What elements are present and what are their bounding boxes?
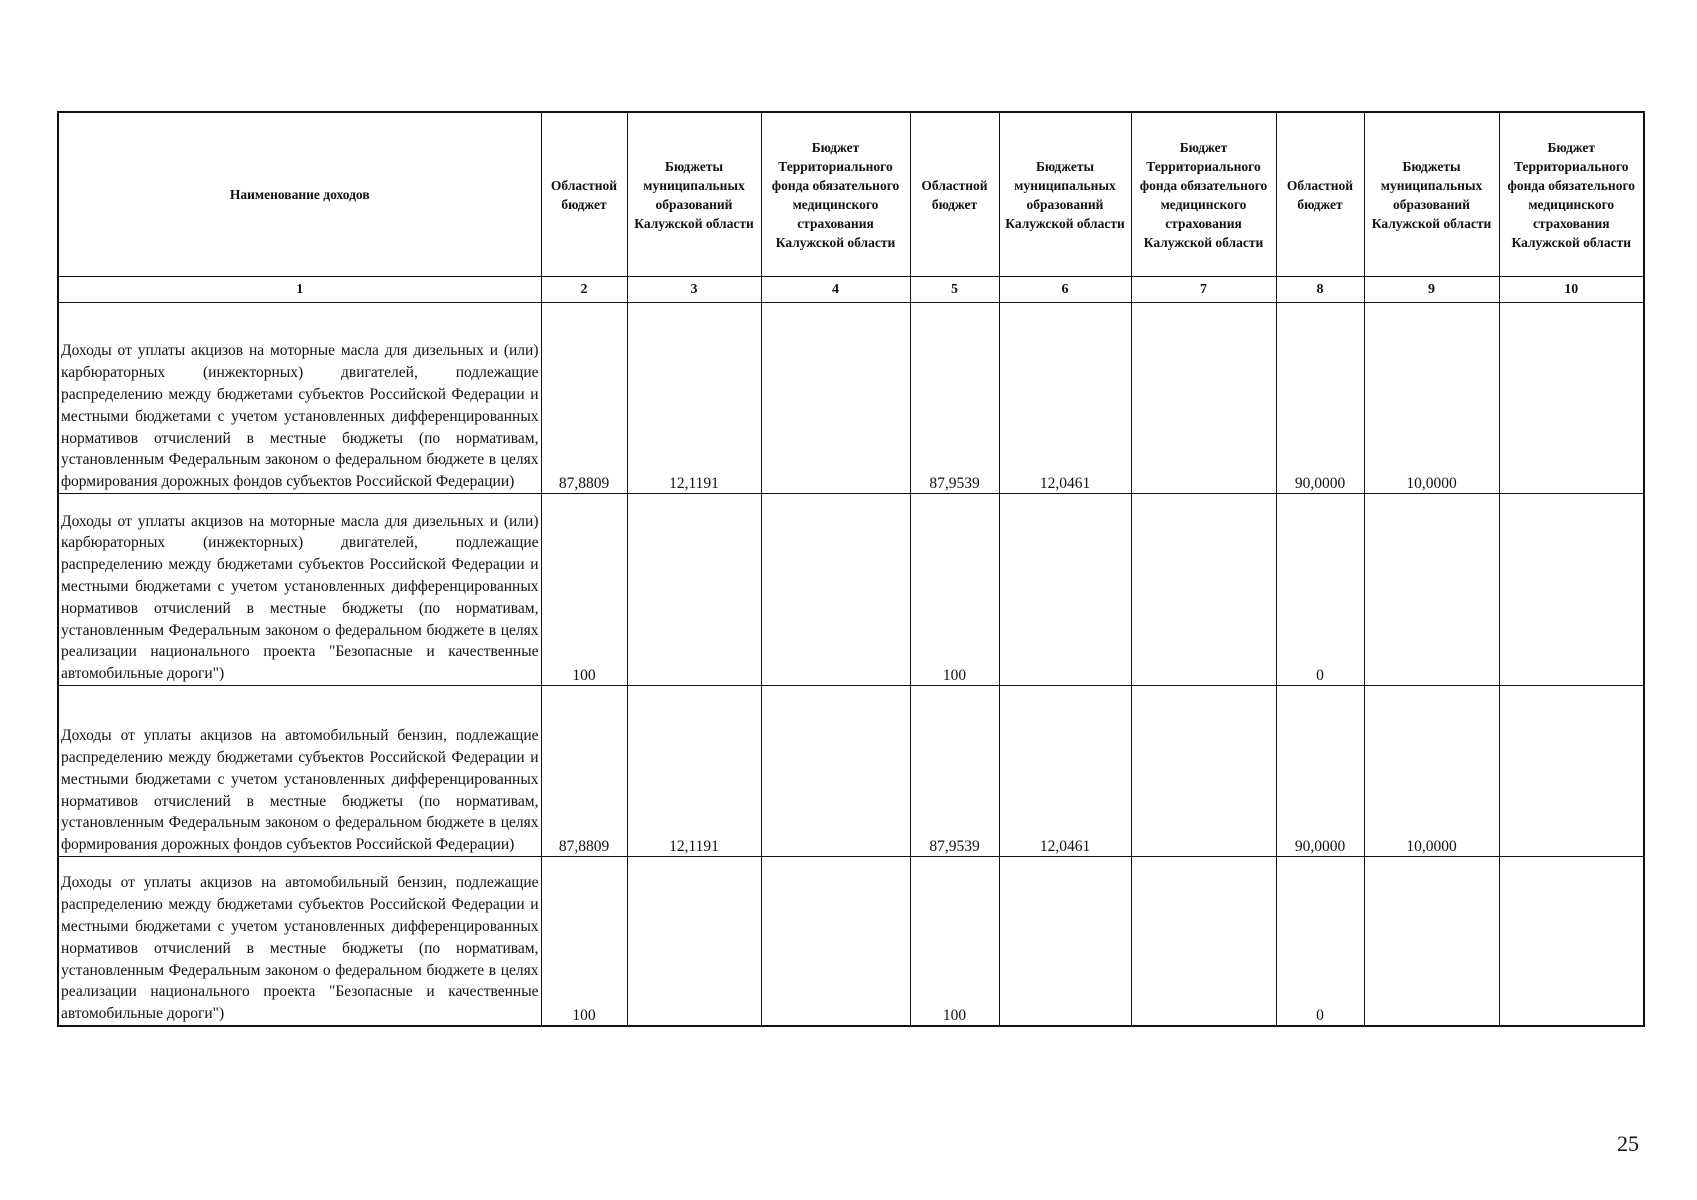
rate-cell: 90,0000 (1276, 303, 1364, 494)
column-number: 10 (1499, 277, 1644, 303)
rate-cell (1131, 686, 1276, 857)
table-row (58, 857, 1644, 1027)
header-cell: Бюджет Территориального фонда обязательного медицинского страхования Калужской области (1131, 112, 1276, 277)
header-cell: Бюджет Территориального фонда обязательного медицинского страхования Калужской области (1499, 112, 1644, 277)
header-row (58, 112, 1644, 277)
rate-cell (1131, 494, 1276, 686)
rate-cell (1499, 303, 1644, 494)
rate-cell (999, 494, 1131, 686)
header-cell: Областной бюджет (910, 112, 999, 277)
table-row (58, 686, 1644, 857)
rate-cell: 87,9539 (910, 686, 999, 857)
rate-cell (1499, 686, 1644, 857)
table-row (58, 303, 1644, 494)
column-number: 9 (1364, 277, 1499, 303)
rate-cell (999, 857, 1131, 1027)
column-number: 6 (999, 277, 1131, 303)
rate-cell: 100 (910, 857, 999, 1027)
rate-cell (1131, 857, 1276, 1027)
rate-cell (1499, 494, 1644, 686)
column-number: 1 (58, 277, 541, 303)
header-cell: Наименование доходов (58, 112, 541, 277)
rate-cell (627, 494, 761, 686)
rate-cell: 0 (1276, 857, 1364, 1027)
revenue-name-cell: Доходы от уплаты акцизов на автомобильный бензин, подлежащие распределению между бюджетами субъектов Российской Федерации и местными бюджетами с учетом установленных дифференцированных нормативов отчислений в местные бюджеты (по нормативам, установленным Федеральным законом о федеральном бюджете в целях реализации национального проекта "Безопасные и качественные автомобильные дороги") (58, 857, 541, 1027)
revenue-name-cell: Доходы от уплаты акцизов на моторные масла для дизельных и (или) карбюраторных (инжекторных) двигателей, подлежащие распределению между бюджетами субъектов Российской Федерации и местными бюджетами с учетом установленных дифференцированных нормативов отчислений в местные бюджеты (по нормативам, установленным Федеральным законом о федеральном бюджете в целях формирования дорожных фондов субъектов Российской Федерации) (58, 303, 541, 494)
rate-cell: 87,9539 (910, 303, 999, 494)
header-cell: Областной бюджет (541, 112, 627, 277)
rate-cell (761, 857, 910, 1027)
rate-cell: 0 (1276, 494, 1364, 686)
table-row (58, 494, 1644, 686)
rate-cell: 12,0461 (999, 303, 1131, 494)
page-number: 25 (1617, 1131, 1639, 1156)
rate-cell: 87,8809 (541, 686, 627, 857)
rate-cell: 87,8809 (541, 303, 627, 494)
rate-cell: 90,0000 (1276, 686, 1364, 857)
rate-cell (1499, 857, 1644, 1027)
header-cell: Бюджет Территориального фонда обязательного медицинского страхования Калужской области (761, 112, 910, 277)
revenue-name-cell: Доходы от уплаты акцизов на автомобильный бензин, подлежащие распределению между бюджетами субъектов Российской Федерации и местными бюджетами с учетом установленных дифференцированных нормативов отчислений в местные бюджеты (по нормативам, установленным Федеральным законом о федеральном бюджете в целях формирования дорожных фондов субъектов Российской Федерации) (58, 686, 541, 857)
rate-cell: 10,0000 (1364, 686, 1499, 857)
rate-cell: 100 (910, 494, 999, 686)
rate-cell: 10,0000 (1364, 303, 1499, 494)
rate-cell (1364, 857, 1499, 1027)
header-cell: Бюджеты муниципальных образований Калужской области (1364, 112, 1499, 277)
rate-cell (761, 303, 910, 494)
column-number-row (58, 277, 1644, 303)
column-number: 7 (1131, 277, 1276, 303)
column-number: 3 (627, 277, 761, 303)
rate-cell: 100 (541, 494, 627, 686)
column-number: 5 (910, 277, 999, 303)
header-cell: Бюджеты муниципальных образований Калужской области (999, 112, 1131, 277)
rate-cell (1364, 494, 1499, 686)
header-cell: Областной бюджет (1276, 112, 1364, 277)
column-number: 2 (541, 277, 627, 303)
rate-cell: 12,0461 (999, 686, 1131, 857)
column-number: 8 (1276, 277, 1364, 303)
rate-cell (761, 686, 910, 857)
column-number: 4 (761, 277, 910, 303)
header-cell: Бюджеты муниципальных образований Калужской области (627, 112, 761, 277)
revenue-distribution-table (57, 111, 1645, 1027)
rate-cell (761, 494, 910, 686)
rate-cell: 12,1191 (627, 686, 761, 857)
revenue-name-cell: Доходы от уплаты акцизов на моторные масла для дизельных и (или) карбюраторных (инжекторных) двигателей, подлежащие распределению между бюджетами субъектов Российской Федерации и местными бюджетами с учетом установленных дифференцированных нормативов отчислений в местные бюджеты (по нормативам, установленным Федеральным законом о федеральном бюджете в целях реализации национального проекта "Безопасные и качественные автомобильные дороги") (58, 494, 541, 686)
rate-cell (1131, 303, 1276, 494)
rate-cell (627, 857, 761, 1027)
rate-cell: 12,1191 (627, 303, 761, 494)
rate-cell: 100 (541, 857, 627, 1027)
